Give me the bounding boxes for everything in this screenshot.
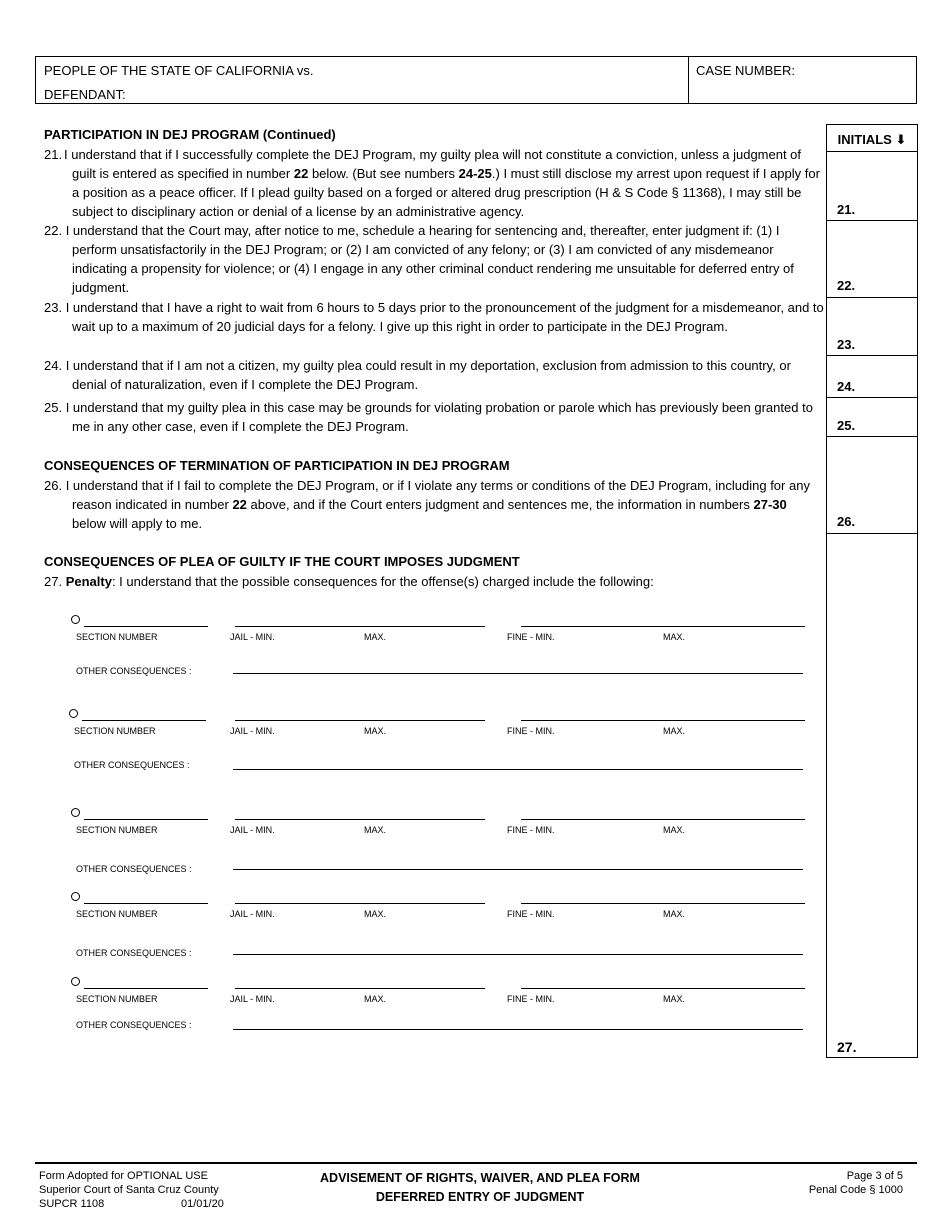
jail-line[interactable] (235, 988, 485, 989)
fine-max-label: MAX. (663, 726, 686, 736)
footer-page: Page 3 of 5 (846, 1170, 903, 1182)
jail-max-label: MAX. (364, 909, 387, 919)
paragraph-text: I understand that my guilty plea in this case may be grounds for violating probation or parole which has previously been granted to me in any other case, even if I complete the DEJ Program. (65, 400, 813, 434)
initials-number: 25. (837, 418, 856, 433)
paragraph-21 (44, 145, 824, 221)
initials-number: 24. (837, 379, 856, 394)
other-consequences-line[interactable] (233, 673, 803, 674)
section-number-label: SECTION NUMBER (76, 632, 158, 642)
people-label: PEOPLE OF THE STATE OF CALIFORNIA vs. (44, 63, 314, 78)
fine-min-label: FINE - MIN. (507, 909, 555, 919)
option-circle[interactable] (71, 808, 80, 817)
initials-label: INITIALS (837, 132, 892, 147)
paragraph-text: : I understand that the possible consequences for the offense(s) charged include the following: (111, 574, 654, 589)
initials-number: 22. (837, 278, 856, 293)
paragraph-number: 21. (44, 147, 63, 162)
jail-min-label: JAIL - MIN. (230, 632, 275, 642)
paragraph-number: 23. (44, 300, 63, 315)
jail-line[interactable] (235, 819, 485, 820)
paragraph-text: I understand that if I am not a citizen, my guilty plea could result in my deportation, exclusion from admission to this country, or denial of naturalization, even if I complete the DEJ Program. (65, 358, 791, 392)
paragraph-text: I understand that if I fail to complete the DEJ Program, or if I violate any terms or conditions of the DEJ Program, including for any reason indicated in number (65, 478, 810, 512)
case-number-label: CASE NUMBER: (696, 63, 795, 78)
paragraph-text: .) I must still disclose my arrest upon request if I apply for a position as a peace officer. If I plead guilty based on a forged or altered drug prescription (H & S Code § 11368), I may still be subject to disciplinary action or denial of a license by an administrative agency. (72, 166, 820, 219)
option-circle[interactable] (71, 892, 80, 901)
initials-divider (827, 355, 917, 356)
section-number-line[interactable] (82, 720, 206, 721)
paragraph-22 (44, 221, 824, 297)
fine-min-label: FINE - MIN. (507, 632, 555, 642)
fine-line[interactable] (521, 626, 805, 627)
section-number-line[interactable] (84, 626, 208, 627)
initials-number: 23. (837, 337, 856, 352)
section-title: PARTICIPATION IN DEJ PROGRAM (Continued) (44, 127, 336, 142)
paragraph-bold: Penalty (65, 574, 112, 589)
other-consequences-line[interactable] (233, 769, 803, 770)
footer-adopted: Form Adopted for OPTIONAL USE (39, 1170, 208, 1182)
section-number-label: SECTION NUMBER (76, 909, 158, 919)
paragraph-24 (44, 356, 824, 394)
fine-max-label: MAX. (663, 994, 686, 1004)
initials-column (826, 124, 918, 1058)
initials-divider (827, 397, 917, 398)
initials-number: 21. (837, 202, 856, 217)
initials-number: 26. (837, 514, 856, 529)
jail-min-label: JAIL - MIN. (230, 825, 275, 835)
option-circle[interactable] (71, 977, 80, 986)
footer-subtitle: DEFERRED ENTRY OF JUDGMENT (375, 1190, 585, 1204)
paragraph-26 (44, 476, 824, 533)
paragraph-ref: 27-30 (753, 497, 787, 512)
paragraph-number: 26. (44, 478, 63, 493)
fine-line[interactable] (521, 720, 805, 721)
initials-number: 27. (837, 1039, 857, 1055)
section-number-line[interactable] (84, 903, 208, 904)
section-number-label: SECTION NUMBER (74, 726, 156, 736)
other-consequences-line[interactable] (233, 954, 803, 955)
section-number-label: SECTION NUMBER (76, 825, 158, 835)
other-consequences-label: OTHER CONSEQUENCES : (76, 1020, 192, 1030)
jail-max-label: MAX. (364, 632, 387, 642)
section-title: CONSEQUENCES OF PLEA OF GUILTY IF THE COURT IMPOSES JUDGMENT (44, 554, 520, 569)
paragraph-number: 24. (44, 358, 63, 373)
initials-divider (827, 533, 917, 534)
paragraph-ref: 24-25 (458, 166, 492, 181)
option-circle[interactable] (69, 709, 78, 718)
jail-line[interactable] (235, 903, 485, 904)
footer-right (809, 1169, 903, 1197)
section-number-line[interactable] (84, 819, 208, 820)
paragraph-number: 22. (44, 223, 63, 238)
other-consequences-label: OTHER CONSEQUENCES : (74, 760, 190, 770)
fine-min-label: FINE - MIN. (507, 994, 555, 1004)
initials-divider (827, 220, 917, 221)
footer-rule (35, 1162, 917, 1164)
jail-min-label: JAIL - MIN. (230, 726, 275, 736)
fine-line[interactable] (521, 988, 805, 989)
jail-min-label: JAIL - MIN. (230, 994, 275, 1004)
jail-max-label: MAX. (364, 825, 387, 835)
footer-center (280, 1169, 680, 1207)
initials-divider (827, 297, 917, 298)
paragraph-text: below will apply to me. (72, 516, 203, 531)
header-divider (688, 57, 689, 103)
other-consequences-label: OTHER CONSEQUENCES : (76, 666, 192, 676)
defendant-label: DEFENDANT: (44, 87, 126, 102)
footer-court: Superior Court of Santa Cruz County (39, 1184, 219, 1196)
other-consequences-label: OTHER CONSEQUENCES : (76, 864, 192, 874)
footer-form-date: 01/01/20 (181, 1198, 224, 1210)
other-consequences-line[interactable] (233, 1029, 803, 1030)
case-header-box (35, 56, 917, 104)
other-consequences-line[interactable] (233, 869, 803, 870)
jail-line[interactable] (235, 626, 485, 627)
fine-line[interactable] (521, 903, 805, 904)
section-number-line[interactable] (84, 988, 208, 989)
paragraph-text: above, and if the Court enters judgment and sentences me, the information in numbers (246, 497, 754, 512)
section-number-label: SECTION NUMBER (76, 994, 158, 1004)
other-consequences-label: OTHER CONSEQUENCES : (76, 948, 192, 958)
option-circle[interactable] (71, 615, 80, 624)
paragraph-27 (44, 572, 824, 591)
initials-divider (827, 436, 917, 437)
fine-max-label: MAX. (663, 825, 686, 835)
paragraph-text: I understand that I have a right to wait from 6 hours to 5 days prior to the pronouncement of the judgment for a misdemeanor, and to wait up to a maximum of 20 judicial days for a felony. I give up this right in order to participate in the DEJ Program. (65, 300, 824, 334)
fine-max-label: MAX. (663, 632, 686, 642)
footer-left (39, 1169, 239, 1211)
section-title: CONSEQUENCES OF TERMINATION OF PARTICIPATION IN DEJ PROGRAM (44, 458, 510, 473)
fine-max-label: MAX. (663, 909, 686, 919)
fine-min-label: FINE - MIN. (507, 726, 555, 736)
paragraph-25 (44, 398, 824, 436)
paragraph-ref: 22 (293, 166, 309, 181)
paragraph-number: 27. (44, 574, 63, 589)
footer-title: ADVISEMENT OF RIGHTS, WAIVER, AND PLEA FORM (320, 1171, 640, 1185)
paragraph-23 (44, 298, 824, 336)
fine-min-label: FINE - MIN. (507, 825, 555, 835)
paragraph-ref: 22 (232, 497, 247, 512)
arrow-down-icon: ⬇ (895, 132, 907, 147)
jail-max-label: MAX. (364, 726, 387, 736)
jail-max-label: MAX. (364, 994, 387, 1004)
paragraph-text: I understand that the Court may, after notice to me, schedule a hearing for sentencing and, thereafter, enter judgment if: (1) I perform unsatisfactorily in the DEJ Program; or (2) I am convicted of any felony; or (3) I am convicted of any misdemeanor indicating a propensity for violence; or (4) I engage in any other criminal conduct rendering me unsuitable for deferred entry of judgment. (65, 223, 794, 295)
paragraph-text: I understand that if I successfully complete the DEJ Program, my guilty plea will not constitute a conviction, unless a judgment of guilt is entered as specified in number (64, 147, 802, 181)
initials-header (827, 125, 917, 152)
paragraph-number: 25. (44, 400, 63, 415)
footer-form-id: SUPCR 1108 (39, 1198, 105, 1210)
footer-code: Penal Code § 1000 (808, 1184, 903, 1196)
paragraph-text: below. (But see numbers (308, 166, 459, 181)
jail-min-label: JAIL - MIN. (230, 909, 275, 919)
fine-line[interactable] (521, 819, 805, 820)
jail-line[interactable] (235, 720, 485, 721)
